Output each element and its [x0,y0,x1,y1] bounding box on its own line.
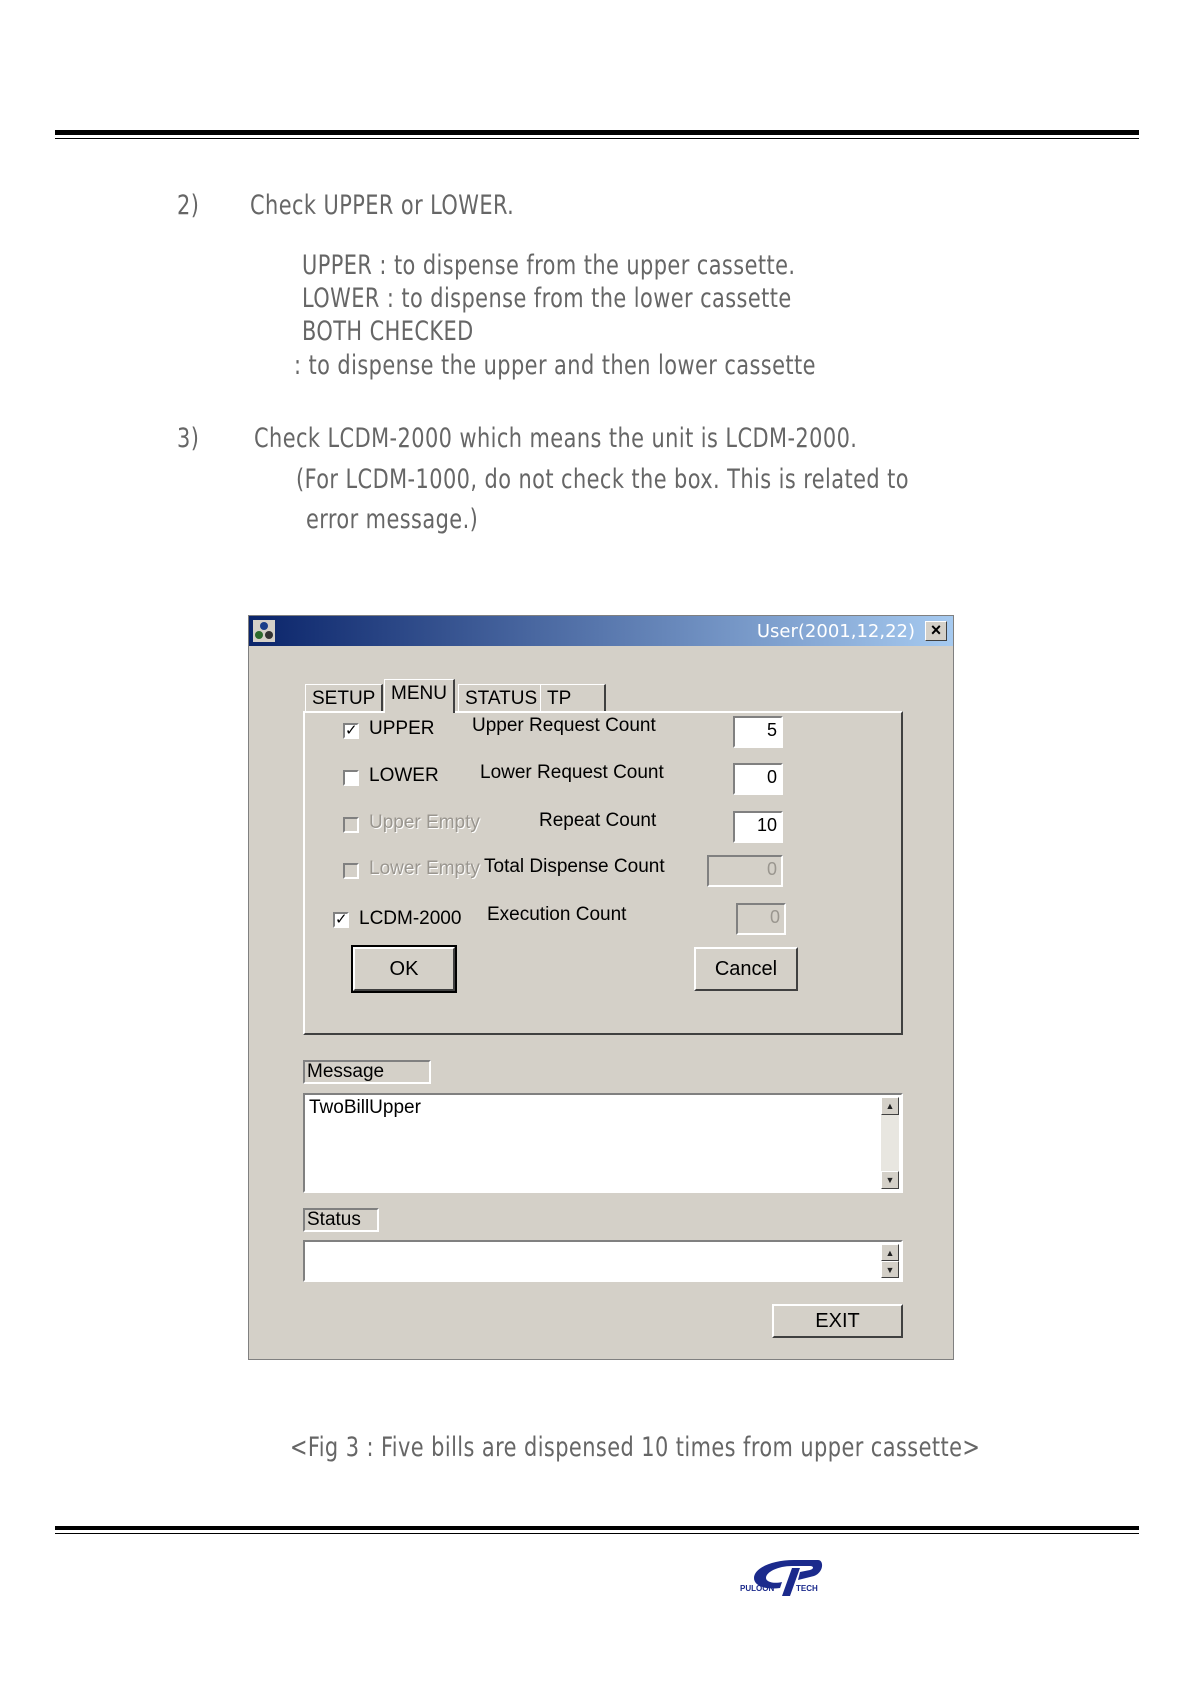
note-line: error message.) [306,504,479,535]
message-scrollbar[interactable] [881,1097,899,1189]
message-text: TwoBillUpper [309,1097,421,1118]
user-dialog-window [248,615,954,1360]
status-textbox[interactable] [303,1240,903,1282]
option-line: UPPER : to dispense from the upper cassette. [302,250,796,281]
footer-rule [55,1526,1139,1534]
message-textbox[interactable] [303,1093,903,1193]
message-label: Message [303,1060,431,1084]
upper-checkbox[interactable]: ✓ [345,722,358,739]
scroll-down-icon[interactable]: ▼ [881,1171,899,1189]
option-line: : to dispense the upper and then lower cassette [294,350,816,381]
lower-checkbox[interactable] [343,770,359,786]
note-line: (For LCDM-1000, do not check the box. This is related to [296,464,909,495]
step-number-3: 3) [177,423,200,454]
upper-empty-label: Upper Empty [369,812,480,833]
step-number-2: 2) [177,190,200,221]
tab-status[interactable]: STATUS [458,684,545,712]
figure-caption: <Fig 3 : Five bills are dispensed 10 times from upper cassette> [290,1432,981,1463]
step-heading-3: Check LCDM-2000 which means the unit is LCDM-2000. [254,423,858,454]
window-title: User(2001,12,22) [756,621,915,642]
scroll-up-icon[interactable]: ▲ [881,1097,899,1115]
lower-label: LOWER [369,765,439,786]
repeat-count-input[interactable]: 10 [733,811,783,843]
header-rule [55,130,1139,139]
lower-empty-label: Lower Empty [369,858,480,879]
exit-button[interactable]: EXIT [772,1304,903,1338]
execution-count-label: Execution Count [487,904,627,925]
total-dispense-count-label: Total Dispense Count [484,856,665,877]
upper-request-count-input[interactable]: 5 [733,716,783,748]
execution-count-field: 0 [736,903,786,935]
tab-menu[interactable]: MENU [384,679,455,713]
title-bar[interactable] [249,616,953,646]
option-line: LOWER : to dispense from the lower cassette [302,283,792,314]
logo-text-left: PULOON [740,1584,775,1593]
scroll-up-icon[interactable]: ▲ [881,1244,899,1261]
repeat-count-label: Repeat Count [539,810,657,831]
upper-empty-checkbox [343,817,359,833]
total-dispense-count-field: 0 [707,855,783,887]
app-icon [253,620,275,642]
cancel-button[interactable]: Cancel [694,947,798,991]
ok-button[interactable]: OK [353,947,455,991]
close-button[interactable]: × [925,621,947,641]
logo-text-right: TECH [796,1584,818,1593]
lower-empty-checkbox [343,863,359,879]
tab-setup[interactable]: SETUP [305,684,383,712]
lcdm-2000-checkbox[interactable]: ✓ [335,911,348,928]
upper-label: UPPER [369,718,435,739]
tab-tp[interactable]: TP [540,684,606,712]
status-scrollbar[interactable] [881,1244,899,1278]
lcdm-2000-label: LCDM-2000 [359,908,462,929]
lower-request-count-input[interactable]: 0 [733,763,783,795]
puloon-logo [740,1550,840,1598]
option-line: BOTH CHECKED [302,316,474,347]
status-label: Status [303,1208,379,1232]
scroll-down-icon[interactable]: ▼ [881,1261,899,1278]
lower-request-count-label: Lower Request Count [480,762,664,783]
step-heading-2: Check UPPER or LOWER. [250,190,515,221]
upper-request-count-label: Upper Request Count [472,715,656,736]
